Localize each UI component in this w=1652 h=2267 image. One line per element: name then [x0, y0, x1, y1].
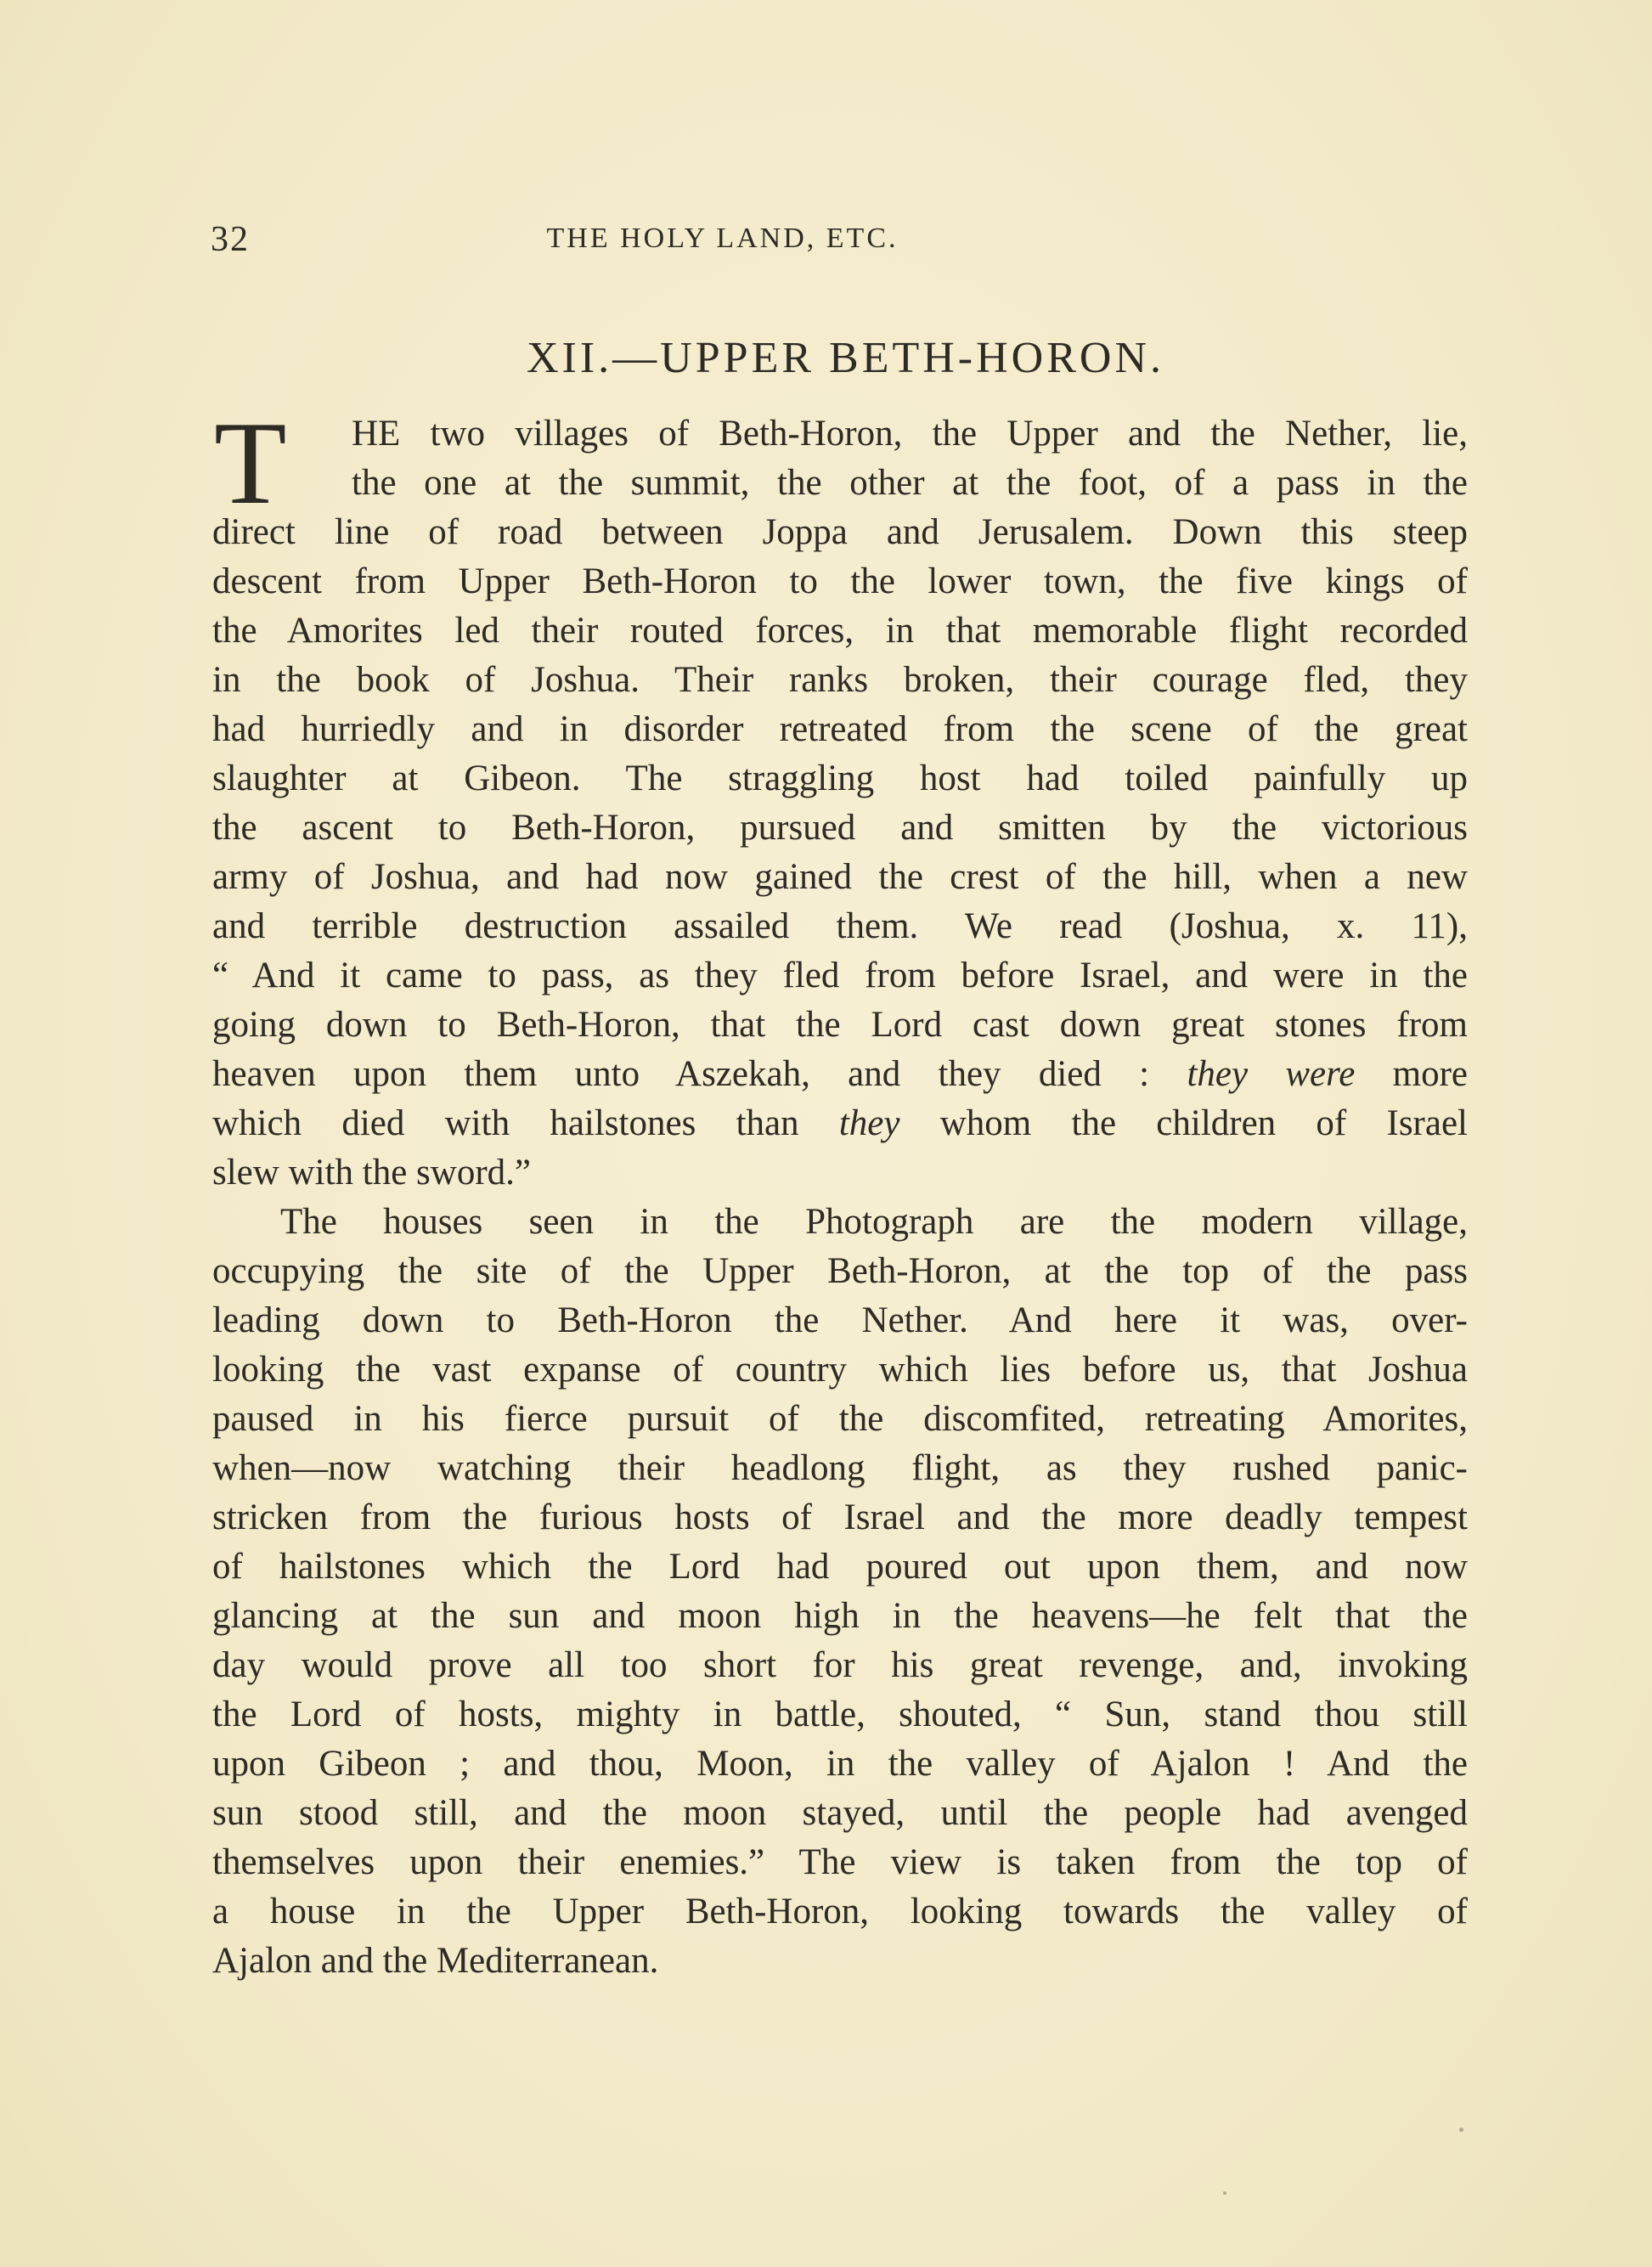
text-line [212, 1048, 1468, 1101]
text-line: day would prove all too short for his great revenge, and, invoking [212, 1645, 1468, 1685]
text-line: in the book of Joshua. Their ranks broken, their courage fled, they [212, 660, 1468, 700]
text-line: when—now watching their headlong flight, as they rushed panic- [212, 1448, 1468, 1488]
text-line: looking the vast expanse of country which lies before us, that Joshua [212, 1350, 1468, 1390]
text-line: slew with the sword.” [212, 1153, 531, 1193]
text-line [212, 1097, 1468, 1150]
text-line: leading down to Beth-Horon the Nether. And here it was, over- [212, 1300, 1468, 1340]
text-segment: which died with hailstones than [212, 1103, 839, 1143]
text-line: occupying the site of the Upper Beth-Horon, at the top of the pass [212, 1251, 1468, 1291]
text-line: descent from Upper Beth-Horon to the lower town, the five kings of [212, 561, 1468, 601]
drop-cap: T [214, 398, 287, 529]
text-line: Ajalon and the Mediterranean. [212, 1941, 659, 1981]
text-line: the Lord of hosts, mighty in battle, shouted, “ Sun, stand thou still [212, 1695, 1468, 1734]
running-title: THE HOLY LAND, ETC. [546, 223, 899, 254]
text-line: paused in his fierce pursuit of the discomfited, retreating Amorites, [212, 1399, 1468, 1439]
paper-speck [1223, 2191, 1226, 2195]
paper-speck [1459, 2128, 1463, 2132]
text-line: the one at the summit, the other at the foot, of a pass in the [352, 463, 1468, 503]
text-line: glancing at the sun and moon high in the heavens—he felt that the [212, 1596, 1468, 1636]
text-line: sun stood still, and the moon stayed, until the people had avenged [212, 1793, 1468, 1833]
text-line: of hailstones which the Lord had poured out upon them, and now [212, 1547, 1468, 1587]
text-line: the ascent to Beth-Horon, pursued and smitten by the victorious [212, 808, 1468, 848]
text-line: had hurriedly and in disorder retreated from the scene of the great [212, 709, 1468, 749]
running-head [211, 219, 1446, 262]
page-number: 32 [211, 220, 250, 259]
text-line: army of Joshua, and had now gained the crest of the hill, when a new [212, 857, 1468, 897]
text-line: themselves upon their enemies.” The view is taken from the top of [212, 1842, 1468, 1882]
text-line: direct line of road between Joppa and Jerusalem. Down this steep [212, 512, 1468, 552]
text-line: slaughter at Gibeon. The straggling host had toiled painfully up [212, 758, 1468, 798]
italic-text: they were [1187, 1054, 1356, 1094]
paragraph-first-line: The houses seen in the Photograph are the modern village, [280, 1202, 1468, 1242]
text-segment: more [1355, 1054, 1469, 1094]
text-line: the Amorites led their routed forces, in that memorable flight recorded [212, 611, 1468, 651]
text-line: a house in the Upper Beth-Horon, looking towards the valley of [212, 1892, 1468, 1931]
text-line: stricken from the furious hosts of Israel and the more deadly tempest [212, 1497, 1468, 1537]
italic-text: they [838, 1103, 900, 1143]
text-line: HE two villages of Beth-Horon, the Upper and the Nether, lie, [352, 414, 1468, 454]
text-line: “ And it came to pass, as they fled from before Israel, and were in the [212, 956, 1468, 995]
text-line: and terrible destruction assailed them. We read (Joshua, x. 11), [212, 906, 1468, 946]
text-line: upon Gibeon ; and thou, Moon, in the valley of Ajalon ! And the [212, 1744, 1468, 1784]
text-segment: heaven upon them unto Aszekah, and they died : [212, 1054, 1187, 1094]
chapter-title: XII.—UPPER BETH-HORON. [527, 334, 1164, 382]
text-line: going down to Beth-Horon, that the Lord cast down great stones from [212, 1005, 1468, 1045]
text-segment: whom the children of Israel [899, 1103, 1468, 1143]
